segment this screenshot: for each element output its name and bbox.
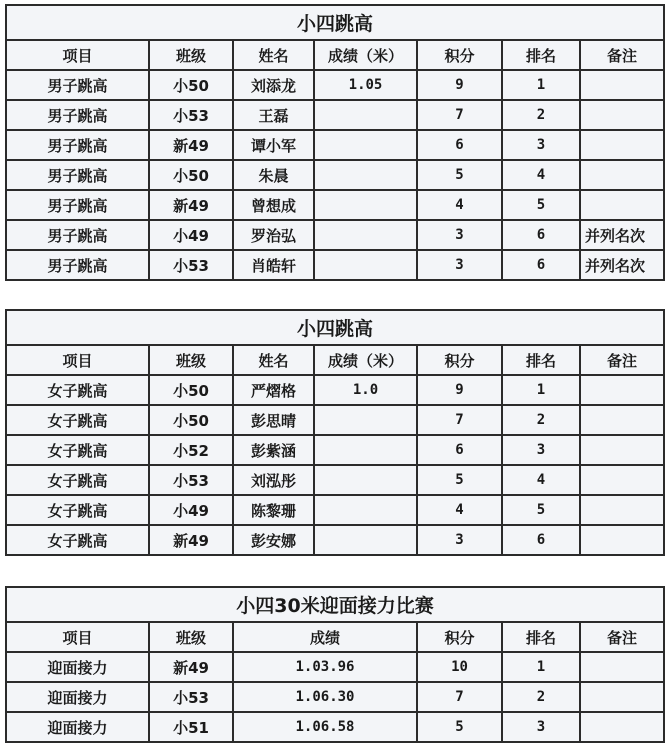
note-cell bbox=[580, 405, 664, 435]
event-cell: 迎面接力 bbox=[6, 652, 149, 682]
note-cell bbox=[580, 435, 664, 465]
name-cell: 罗治弘 bbox=[233, 220, 314, 250]
class-cell: 小50 bbox=[149, 405, 233, 435]
header-row bbox=[6, 40, 664, 70]
rank-cell: 3 bbox=[502, 130, 580, 160]
column-header: 姓名 bbox=[233, 345, 314, 375]
points-cell: 3 bbox=[417, 525, 502, 555]
points-cell: 4 bbox=[417, 190, 502, 220]
table-row bbox=[6, 375, 664, 405]
note-cell bbox=[580, 375, 664, 405]
table-row bbox=[6, 682, 664, 712]
rank-cell: 1 bbox=[502, 652, 580, 682]
result-cell: 1.0 bbox=[314, 375, 417, 405]
table-row bbox=[6, 525, 664, 555]
name-cell: 陈黎珊 bbox=[233, 495, 314, 525]
result-cell bbox=[314, 100, 417, 130]
rank-cell: 4 bbox=[502, 160, 580, 190]
rank-cell: 3 bbox=[502, 435, 580, 465]
class-cell: 小50 bbox=[149, 160, 233, 190]
rank-cell: 4 bbox=[502, 465, 580, 495]
relay-race-table bbox=[5, 586, 665, 743]
column-header: 备注 bbox=[580, 622, 664, 652]
header-row bbox=[6, 622, 664, 652]
points-cell: 7 bbox=[417, 405, 502, 435]
event-cell: 男子跳高 bbox=[6, 160, 149, 190]
points-cell: 5 bbox=[417, 160, 502, 190]
column-header: 备注 bbox=[580, 40, 664, 70]
class-cell: 新49 bbox=[149, 652, 233, 682]
name-cell: 刘添龙 bbox=[233, 70, 314, 100]
points-cell: 3 bbox=[417, 220, 502, 250]
name-cell: 谭小军 bbox=[233, 130, 314, 160]
result-cell bbox=[314, 405, 417, 435]
table-row bbox=[6, 220, 664, 250]
column-header: 成绩（米） bbox=[314, 345, 417, 375]
event-cell: 迎面接力 bbox=[6, 682, 149, 712]
event-cell: 男子跳高 bbox=[6, 220, 149, 250]
result-cell: 1.06.58 bbox=[233, 712, 417, 742]
points-cell: 7 bbox=[417, 682, 502, 712]
points-cell: 5 bbox=[417, 465, 502, 495]
name-cell: 彭思晴 bbox=[233, 405, 314, 435]
name-cell: 刘泓彤 bbox=[233, 465, 314, 495]
event-cell: 女子跳高 bbox=[6, 435, 149, 465]
note-cell bbox=[580, 712, 664, 742]
rank-cell: 2 bbox=[502, 682, 580, 712]
column-header: 备注 bbox=[580, 345, 664, 375]
name-cell: 肖皓轩 bbox=[233, 250, 314, 280]
column-header: 排名 bbox=[502, 40, 580, 70]
class-cell: 新49 bbox=[149, 190, 233, 220]
event-cell: 女子跳高 bbox=[6, 495, 149, 525]
name-cell: 彭安娜 bbox=[233, 525, 314, 555]
column-header: 班级 bbox=[149, 40, 233, 70]
points-cell: 3 bbox=[417, 250, 502, 280]
points-cell: 9 bbox=[417, 70, 502, 100]
name-cell: 严熠格 bbox=[233, 375, 314, 405]
table-row bbox=[6, 495, 664, 525]
column-header: 项目 bbox=[6, 622, 149, 652]
name-cell: 朱晨 bbox=[233, 160, 314, 190]
event-cell: 女子跳高 bbox=[6, 405, 149, 435]
table-title: 小四跳高 bbox=[6, 5, 664, 40]
note-cell bbox=[580, 682, 664, 712]
table-row bbox=[6, 405, 664, 435]
note-cell bbox=[580, 525, 664, 555]
event-cell: 迎面接力 bbox=[6, 712, 149, 742]
class-cell: 小50 bbox=[149, 70, 233, 100]
result-cell bbox=[314, 435, 417, 465]
column-header: 积分 bbox=[417, 622, 502, 652]
column-header: 项目 bbox=[6, 40, 149, 70]
result-cell bbox=[314, 495, 417, 525]
event-cell: 女子跳高 bbox=[6, 465, 149, 495]
class-cell: 新49 bbox=[149, 525, 233, 555]
result-cell bbox=[314, 130, 417, 160]
points-cell: 6 bbox=[417, 130, 502, 160]
note-cell bbox=[580, 100, 664, 130]
class-cell: 小52 bbox=[149, 435, 233, 465]
table-row bbox=[6, 160, 664, 190]
class-cell: 小53 bbox=[149, 100, 233, 130]
boys-high-jump-table bbox=[5, 4, 665, 281]
rank-cell: 3 bbox=[502, 712, 580, 742]
points-cell: 4 bbox=[417, 495, 502, 525]
class-cell: 小49 bbox=[149, 220, 233, 250]
event-cell: 女子跳高 bbox=[6, 375, 149, 405]
column-header: 排名 bbox=[502, 345, 580, 375]
points-cell: 7 bbox=[417, 100, 502, 130]
girls-high-jump-table bbox=[5, 309, 665, 556]
note-cell bbox=[580, 495, 664, 525]
result-cell bbox=[314, 160, 417, 190]
note-cell bbox=[580, 465, 664, 495]
result-cell: 1.06.30 bbox=[233, 682, 417, 712]
column-header: 积分 bbox=[417, 40, 502, 70]
header-row bbox=[6, 345, 664, 375]
result-cell bbox=[314, 190, 417, 220]
result-cell bbox=[314, 220, 417, 250]
result-cell: 1.05 bbox=[314, 70, 417, 100]
class-cell: 小53 bbox=[149, 465, 233, 495]
table-row bbox=[6, 435, 664, 465]
rank-cell: 5 bbox=[502, 495, 580, 525]
rank-cell: 1 bbox=[502, 375, 580, 405]
event-cell: 男子跳高 bbox=[6, 130, 149, 160]
rank-cell: 6 bbox=[502, 250, 580, 280]
name-cell: 王磊 bbox=[233, 100, 314, 130]
event-cell: 男子跳高 bbox=[6, 70, 149, 100]
points-cell: 9 bbox=[417, 375, 502, 405]
rank-cell: 2 bbox=[502, 405, 580, 435]
table-title: 小四跳高 bbox=[6, 310, 664, 345]
event-cell: 男子跳高 bbox=[6, 190, 149, 220]
class-cell: 小51 bbox=[149, 712, 233, 742]
rank-cell: 2 bbox=[502, 100, 580, 130]
table-row bbox=[6, 250, 664, 280]
table-row bbox=[6, 712, 664, 742]
note-cell bbox=[580, 70, 664, 100]
column-header: 姓名 bbox=[233, 40, 314, 70]
result-cell bbox=[314, 525, 417, 555]
name-cell: 彭紫涵 bbox=[233, 435, 314, 465]
note-cell bbox=[580, 130, 664, 160]
rank-cell: 1 bbox=[502, 70, 580, 100]
column-header: 班级 bbox=[149, 345, 233, 375]
table-row bbox=[6, 130, 664, 160]
result-cell bbox=[314, 465, 417, 495]
note-cell: 并列名次 bbox=[580, 250, 664, 280]
column-header: 成绩 bbox=[233, 622, 417, 652]
table-row bbox=[6, 70, 664, 100]
table-title: 小四30米迎面接力比赛 bbox=[6, 587, 664, 622]
event-cell: 男子跳高 bbox=[6, 250, 149, 280]
class-cell: 小53 bbox=[149, 250, 233, 280]
class-cell: 新49 bbox=[149, 130, 233, 160]
class-cell: 小49 bbox=[149, 495, 233, 525]
note-cell bbox=[580, 652, 664, 682]
table-row bbox=[6, 190, 664, 220]
points-cell: 10 bbox=[417, 652, 502, 682]
class-cell: 小53 bbox=[149, 682, 233, 712]
column-header: 排名 bbox=[502, 622, 580, 652]
result-cell: 1.03.96 bbox=[233, 652, 417, 682]
column-header: 项目 bbox=[6, 345, 149, 375]
table-row bbox=[6, 465, 664, 495]
points-cell: 5 bbox=[417, 712, 502, 742]
rank-cell: 5 bbox=[502, 190, 580, 220]
name-cell: 曾想成 bbox=[233, 190, 314, 220]
note-cell: 并列名次 bbox=[580, 220, 664, 250]
event-cell: 男子跳高 bbox=[6, 100, 149, 130]
rank-cell: 6 bbox=[502, 525, 580, 555]
rank-cell: 6 bbox=[502, 220, 580, 250]
event-cell: 女子跳高 bbox=[6, 525, 149, 555]
note-cell bbox=[580, 160, 664, 190]
table-row bbox=[6, 100, 664, 130]
column-header: 积分 bbox=[417, 345, 502, 375]
note-cell bbox=[580, 190, 664, 220]
class-cell: 小50 bbox=[149, 375, 233, 405]
column-header: 成绩（米） bbox=[314, 40, 417, 70]
result-cell bbox=[314, 250, 417, 280]
column-header: 班级 bbox=[149, 622, 233, 652]
points-cell: 6 bbox=[417, 435, 502, 465]
table-row bbox=[6, 652, 664, 682]
